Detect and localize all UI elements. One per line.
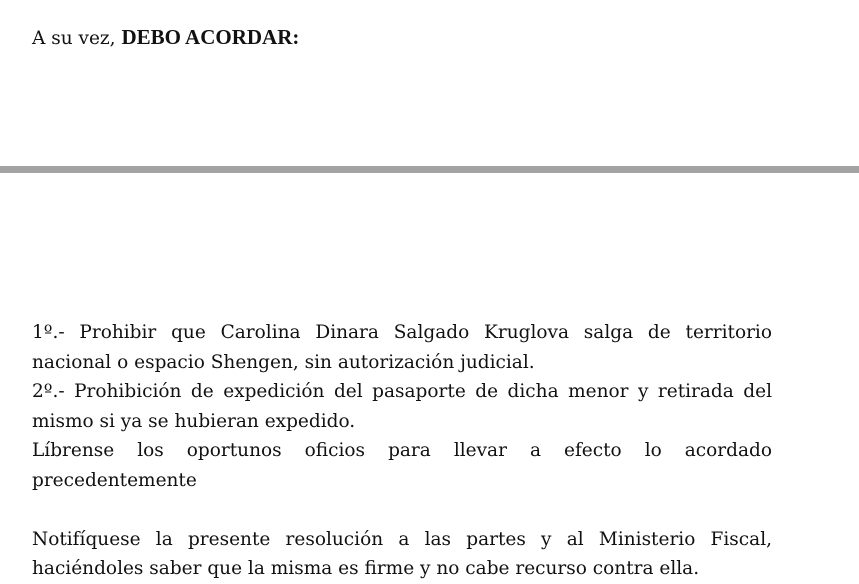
blank-line: [32, 495, 772, 525]
page-separator: [0, 166, 859, 173]
document-page-top: [0, 0, 859, 166]
paragraph-2: 2º.- Prohibición de expedición del pasaporte de dicha menor y retirada del mismo si ya se hubieran expedido.: [32, 381, 772, 432]
paragraph-4: Notifíquese la presente resolución a las partes y al Ministerio Fiscal, haciéndoles saber que la misma es firme y no cabe recurso contra ella.: [32, 528, 772, 579]
intro-heading: DEBO ACORDAR:: [121, 25, 300, 49]
resolution-body: [32, 318, 772, 584]
intro-prefix: A su vez,: [32, 28, 122, 49]
paragraph-1: 1º.- Prohibir que Carolina Dinara Salgado Kruglova salga de territorio nacional o espacio Shengen, sin autorización judicial.: [32, 322, 772, 373]
paragraph-3: Líbrense los oportunos oficios para llevar a efecto lo acordado precedentemente: [32, 440, 772, 491]
intro-line: [32, 23, 299, 53]
